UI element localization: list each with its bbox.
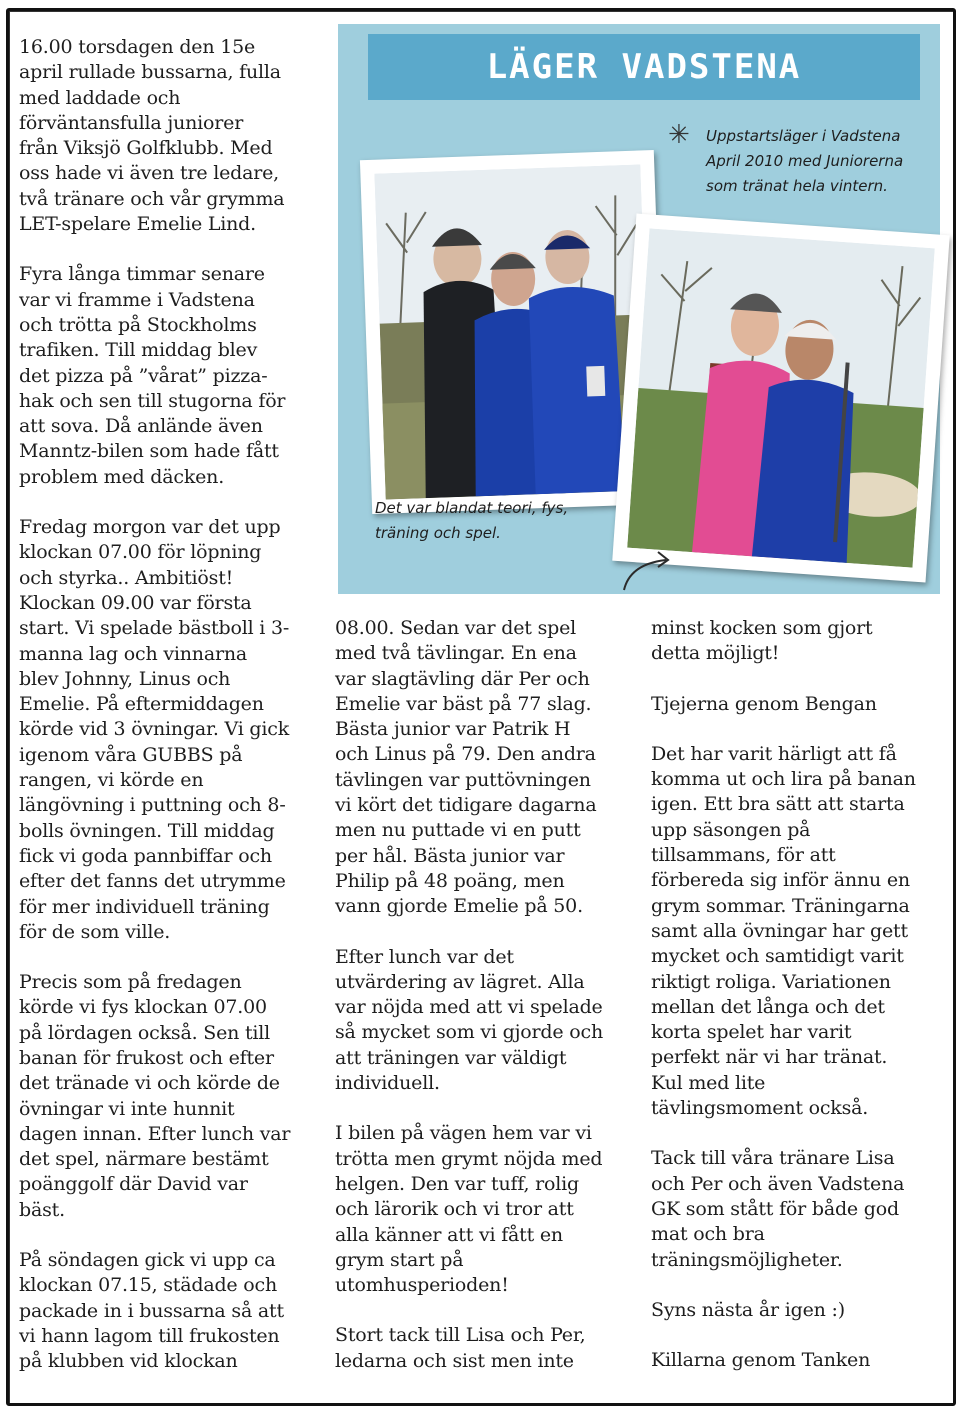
signature-girls: Tjejerna genom Bengan — [651, 692, 877, 715]
paragraph-season: Det har varit härligt att få komma ut och lira på banan igen. Ett bra sätt att starta upp säsongen på tillsammans, för att förbereda sig inför ännu en grym sommar. Träningarna samt alla övningar har gett mycket och samtidigt varit riktigt roliga. Variationen mellan det långa och det korta spelet har varit perfekt när vi har tränat. Kul med lite tävlingsmoment också. — [651, 742, 916, 1120]
curved-arrow-icon — [616, 534, 676, 594]
paragraph-coach-thanks: Tack till våra tränare Lisa och Per och även Vadstena GK som stått för både god mat och bra träningsmöjligheter. — [651, 1147, 905, 1271]
paragraph-arrival: 16.00 torsdagen den 15e april rullade bussarna, fulla med laddade och förväntansfulla juniorer från Viksjö Golfklubb. Med oss hade vi även tre ledare, två tränare och vår grymma LET-spelare Emelie Lind. — [19, 36, 285, 236]
caption-top: Uppstartsläger i Vadstena April 2010 med Juniorerna som tränat hela vintern. — [706, 127, 904, 195]
paragraph-sunday: På söndagen gick vi upp ca klockan 07.15, städade och packade in i bussarna så att vi hann lagom till frukosten på klubben vid klockan — [19, 1249, 284, 1373]
asterisk-star-icon: ✳ — [668, 120, 690, 150]
paragraph-competitions: 08.00. Sedan var det spel med två tävlingar. En ena var slagtävling där Per och Emelie var bäst på 77 slag. Bästa junior var Patrik H och Linus på 79. Den andra tävlingen var puttövningen vi kört det tidigare dagarna men nu puttade vi en putt per hål. Bästa junior var Philip på 48 poäng, men vann gjorde Emelie på 50. — [335, 617, 597, 918]
photo-juniors-image — [374, 164, 651, 499]
paragraph-ride-home: I bilen på vägen hem var vi trötta men grymt nöjda med helgen. Den var tuff, rolig och lärorik och vi tror att alla känner att vi fått en grym start på utomhusperioden! — [335, 1122, 603, 1297]
photo-women-image — [627, 228, 935, 567]
article-column-3 — [651, 616, 951, 1398]
signature-boys: Killarna genom Tanken — [651, 1349, 871, 1372]
paragraph-saturday: Precis som på fredagen körde vi fys klockan 07.00 på lördagen också. Sen till banan för frukost och efter det tränade vi och körde de övningar vi inte hunnit dagen innan. Efter lunch var det spel, närmare bestämt poänggolf där David var bäst. — [19, 971, 291, 1221]
caption-bottom: Det var blandat teori, fys, träning och spel. — [375, 499, 569, 542]
article-column-1 — [19, 35, 324, 1400]
banner-title: LÄGER VADSTENA — [368, 34, 920, 100]
photo-two-women — [612, 213, 950, 582]
paragraph-thanks: Stort tack till Lisa och Per, ledarna och sist men inte — [335, 1324, 586, 1372]
paragraph-see-you: Syns nästa år igen :) — [651, 1298, 845, 1321]
paragraph-thanks-cont: minst kocken som gjort detta möjligt! — [651, 617, 873, 665]
paragraph-friday: Fredag morgon var det upp klockan 07.00 för löpning och styrka.. Ambitiöst! Klockan 09.00 var första start. Vi spelade bästboll i 3- manna lag och vinnarna blev Johnny, Linus och Emelie. På eftermiddagen körde vid 3 övningar. Vi gick igenom våra GUBBS på rangen, vi körde en längövning i puttning och 8- bolls övningen. Till middag fick vi goda pannbiffar och efter det fanns det utrymme för mer individuell träning för de som ville. — [19, 516, 290, 943]
paragraph-evaluation: Efter lunch var det utvärdering av lägret. Alla var nöjda med att vi spelade så mycket som vi gjorde och att träningen var väldigt individuell. — [335, 945, 603, 1095]
paragraph-trip: Fyra långa timmar senare var vi framme i Vadstena och trötta på Stockholms trafiken. Till middag blev det pizza på ”vårat” pizza- hak och sen till stugorna för att sova. Då anlände även Manntz-bilen som hade fått problem med däcken. — [19, 263, 286, 488]
article-column-2 — [335, 616, 635, 1399]
feature-banner — [338, 24, 940, 594]
